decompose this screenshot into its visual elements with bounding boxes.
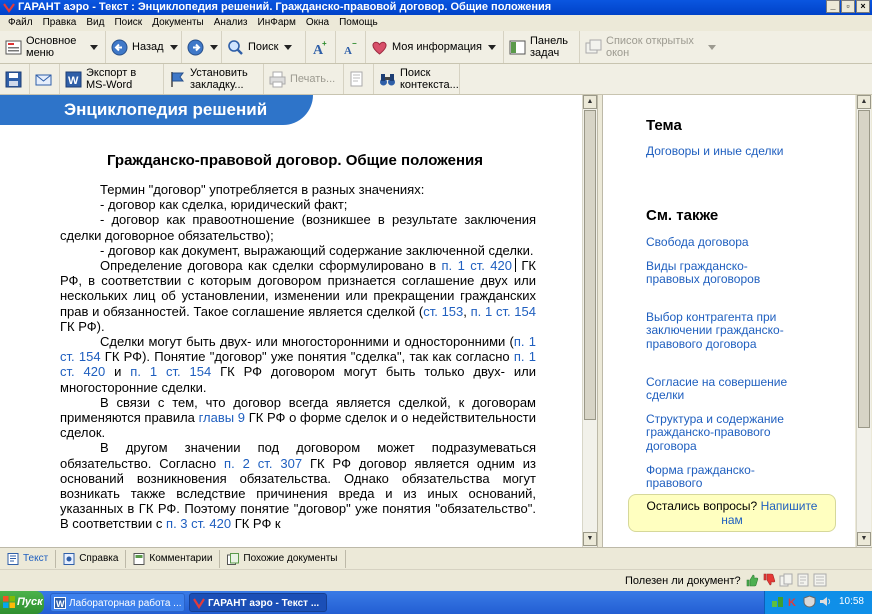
see-also-link[interactable]: Выбор контрагента при заключении гражданско-правового договора [646, 310, 784, 351]
maximize-button[interactable]: ▫ [841, 0, 855, 13]
see-also-link[interactable]: Виды гражданско-правовых договоров [646, 259, 761, 287]
ask-question-box [628, 494, 836, 532]
law-link[interactable]: п. 2 ст. 307 [224, 455, 303, 471]
paragraph: - договор как сделка, юридический факт; [100, 197, 348, 213]
scroll-thumb[interactable] [858, 110, 870, 428]
text: Определение договора как сделки сформулировано в [100, 258, 442, 274]
window-title-bar[interactable] [0, 0, 872, 15]
back-label: Назад [132, 41, 164, 53]
tab-similar-documents[interactable] [220, 550, 345, 568]
tab-label: Похожие документы [243, 553, 338, 564]
task-panel-icon [509, 39, 526, 56]
svg-text:+: + [322, 38, 327, 48]
law-link[interactable]: главы 9 [198, 410, 246, 426]
text: , [463, 303, 471, 319]
paragraph [60, 258, 536, 334]
main-menu-button[interactable] [0, 31, 106, 63]
print-label: Печать... [290, 73, 336, 85]
document-pane [0, 95, 582, 547]
save-button[interactable] [0, 64, 30, 94]
see-also-link[interactable]: Согласие на совершение сделки [646, 375, 788, 403]
status-bar [0, 569, 872, 591]
mail-icon [35, 71, 52, 88]
window-title: ГАРАНТ аэро - Текст : Энциклопедия решений. Гражданско-правовой договор. Общие положения [18, 1, 552, 13]
document-tabs [0, 547, 872, 569]
topic-heading: Тема [646, 117, 682, 134]
law-link[interactable]: п. 1 ст. 420 [441, 258, 512, 274]
windows-list-icon [585, 39, 602, 56]
menu-edit[interactable]: Правка [42, 17, 77, 28]
scroll-thumb[interactable] [584, 110, 596, 420]
menu-windows[interactable]: Окна [305, 17, 330, 28]
text: ГК РФ, в соответствии с которым договором признается соглашение двух или нескольких лиц об установлении, изменении или прекращении гражданских прав и обязанностей. Такое соглашение является сделкой ( [60, 258, 536, 319]
print-button[interactable] [264, 64, 344, 94]
menu-bar [0, 15, 872, 31]
write-us-link[interactable]: нам [721, 513, 743, 527]
text: ГК РФ). [60, 318, 105, 334]
paragraph: - договор как документ, выражающий содержание заключенной сделки. [100, 242, 534, 258]
search-button[interactable] [222, 31, 306, 63]
copy-icon[interactable] [779, 573, 793, 587]
see-also-link[interactable]: Структура и содержание гражданско-правового договора [646, 412, 784, 453]
set-bookmark-button[interactable] [164, 64, 264, 94]
chevron-down-icon[interactable] [488, 45, 496, 50]
mail-button[interactable] [30, 64, 60, 94]
set-bookmark-label: Установить закладку... [190, 67, 248, 91]
comments-icon [133, 553, 145, 565]
open-windows-label: Список открытых окон [606, 35, 694, 59]
menu-documents[interactable]: Документы [152, 17, 204, 28]
text: Сделки могут быть двух- или многосторонними и односторонними ( [100, 334, 514, 350]
text-doc-icon [7, 553, 19, 565]
svg-text:−: − [352, 38, 357, 48]
see-also-heading: См. также [646, 207, 719, 224]
law-link[interactable]: п. 1 ст. 154 [470, 303, 536, 319]
antivirus-icon[interactable] [787, 595, 800, 608]
document-icon[interactable] [796, 573, 810, 587]
text: ГК РФ). Понятие "договор" уже понятия "сделка", так как согласно [100, 349, 514, 365]
word-document-icon [54, 597, 66, 609]
chevron-down-icon[interactable] [90, 45, 98, 50]
see-also-link[interactable]: Форма гражданско-правового [646, 463, 755, 491]
svg-text:K: K [788, 597, 796, 608]
side-scrollbar[interactable] [856, 95, 871, 547]
law-link[interactable]: п. 3 ст. 420 [166, 516, 232, 532]
law-link[interactable]: ст. 153 [423, 303, 464, 319]
chevron-down-icon[interactable] [284, 45, 292, 50]
windows-logo-icon [3, 596, 15, 608]
main-menu-icon [5, 39, 22, 56]
forward-button[interactable] [182, 31, 222, 63]
context-search-label: Поиск контекста... [400, 67, 459, 91]
svg-text:W: W [56, 599, 65, 609]
paragraph: - договор как правоотношение (возникшее в результате заключения сделки договорное обязательство); [60, 212, 536, 243]
text: В связи с тем, что договор всегда является сделкой, к договорам применяются правила [60, 394, 536, 426]
tab-reference[interactable] [56, 550, 126, 568]
svg-text:A: A [313, 42, 324, 56]
menu-file[interactable]: Файл [8, 17, 33, 28]
document-toolbar [0, 64, 872, 95]
menu-analysis[interactable]: Анализ [213, 17, 248, 28]
svg-text:A: A [344, 44, 352, 56]
reference-icon [63, 553, 75, 565]
law-link[interactable]: п. 1 ст. 154 [130, 364, 212, 380]
menu-view[interactable]: Вид [86, 17, 105, 28]
start-button[interactable] [0, 591, 44, 614]
forward-arrow-icon [187, 39, 204, 56]
system-tray [764, 591, 872, 614]
scroll-down-button[interactable]: ▼ [583, 532, 597, 546]
tab-comments[interactable] [126, 550, 220, 568]
text: ГК РФ к [231, 516, 281, 532]
print-preview-button[interactable] [344, 64, 374, 94]
tab-label: Справка [79, 553, 119, 564]
save-icon [5, 71, 22, 88]
tab-label: Текст [23, 553, 49, 564]
text: ГК РФ о форме сделок и о недействительности сделок. [60, 410, 536, 441]
taskbar-item-lab-work[interactable] [50, 593, 185, 612]
search-label: Поиск [248, 41, 279, 53]
useful-question: Полезен ли документ? [625, 575, 741, 587]
my-info-label: Моя информация [392, 41, 483, 53]
ms-word-icon [65, 71, 82, 88]
back-button[interactable] [106, 31, 182, 63]
main-toolbar [0, 31, 872, 64]
menu-help[interactable]: Помощь [339, 17, 378, 28]
see-also-link[interactable]: Свобода договора [646, 235, 749, 249]
network-icon[interactable] [771, 595, 784, 608]
thumbs-down-icon[interactable] [762, 573, 776, 587]
main-menu-label: Основное меню [26, 35, 77, 59]
garant-logo-icon [3, 2, 15, 13]
menu-infarm[interactable]: ИнФарм [257, 17, 296, 28]
text: В другом значении под договором может подразумеваться обязательство. Согласно [60, 440, 536, 471]
heart-icon [371, 39, 388, 56]
volume-icon[interactable] [819, 595, 832, 608]
font-increase-button[interactable] [306, 31, 336, 63]
paragraph [60, 334, 536, 395]
context-search-button[interactable] [374, 64, 460, 94]
export-word-label: Экспорт в MS-Word [86, 67, 137, 91]
scroll-up-button[interactable]: ▲ [583, 95, 597, 109]
scroll-down-button[interactable]: ▼ [857, 532, 871, 546]
my-info-button[interactable] [366, 31, 504, 63]
print-preview-icon [349, 71, 366, 88]
taskbar-item-label: Лабораторная работа ... [69, 598, 182, 609]
shield-icon[interactable] [803, 595, 816, 608]
task-panel-button[interactable] [504, 31, 580, 63]
document-title: Гражданско-правовой договор. Общие положения [107, 152, 483, 169]
scroll-up-button[interactable]: ▲ [857, 95, 871, 109]
text: и [105, 364, 131, 380]
paragraph: Термин "договор" употребляется в разных значениях: [100, 182, 425, 197]
minimize-button[interactable]: _ [826, 0, 840, 13]
tab-text[interactable] [0, 550, 56, 568]
close-button[interactable]: × [856, 0, 870, 13]
thumbs-up-icon[interactable] [745, 573, 759, 587]
font-decrease-icon [341, 39, 358, 56]
write-us-link[interactable]: Напишите [760, 499, 818, 513]
chevron-down-icon[interactable] [210, 45, 218, 50]
back-arrow-icon [111, 39, 128, 56]
start-label: Пуск [17, 596, 43, 608]
topic-link[interactable]: Договоры и иные сделки [646, 144, 784, 158]
svg-text:W: W [68, 74, 79, 87]
paragraph [60, 395, 536, 441]
open-windows-list[interactable] [580, 31, 730, 63]
menu-search[interactable]: Поиск [114, 17, 143, 28]
document-scrollbar[interactable] [582, 95, 597, 547]
font-increase-icon [311, 39, 328, 56]
task-panel-label: Панель задач [530, 35, 569, 59]
law-link[interactable]: п. 1 ст. 154 [60, 334, 536, 365]
document-body [60, 182, 536, 532]
tab-label: Комментарии [149, 553, 213, 564]
taskbar-item-label: ГАРАНТ аэро - Текст ... [208, 598, 320, 609]
binoculars-icon [379, 71, 396, 88]
search-icon [227, 39, 244, 56]
windows-taskbar [0, 591, 872, 614]
ask-text: Остались вопросы? [646, 499, 761, 513]
bookmark-flag-icon [169, 71, 186, 88]
printer-icon [269, 71, 286, 88]
pages-icon[interactable] [813, 573, 827, 587]
chevron-down-icon[interactable] [708, 45, 716, 50]
export-word-button[interactable] [60, 64, 164, 94]
clock: 10:58 [838, 596, 864, 607]
encyclopedia-banner: Энциклопедия решений [0, 95, 313, 125]
text: ГК РФ договором могут быть только двух- или многосторонние сделки. [60, 364, 536, 395]
taskbar-item-garant[interactable] [189, 593, 327, 612]
side-panel [603, 95, 855, 547]
paragraph [60, 440, 536, 531]
law-link[interactable]: п. 1 ст. 420 [60, 349, 536, 380]
chevron-down-icon[interactable] [170, 45, 178, 50]
text: ГК РФ договор является одним из оснований возникновения обязательства. Однако обязательства могут возникать также вследствие причинения вреда и из иных оснований, указанных в ГК РФ. Поэтому понятие "договор" уже понятия "обязательство". В соответствии с [60, 455, 536, 532]
garant-logo-icon [193, 597, 205, 609]
font-decrease-button[interactable] [336, 31, 366, 63]
similar-docs-icon [227, 553, 239, 565]
